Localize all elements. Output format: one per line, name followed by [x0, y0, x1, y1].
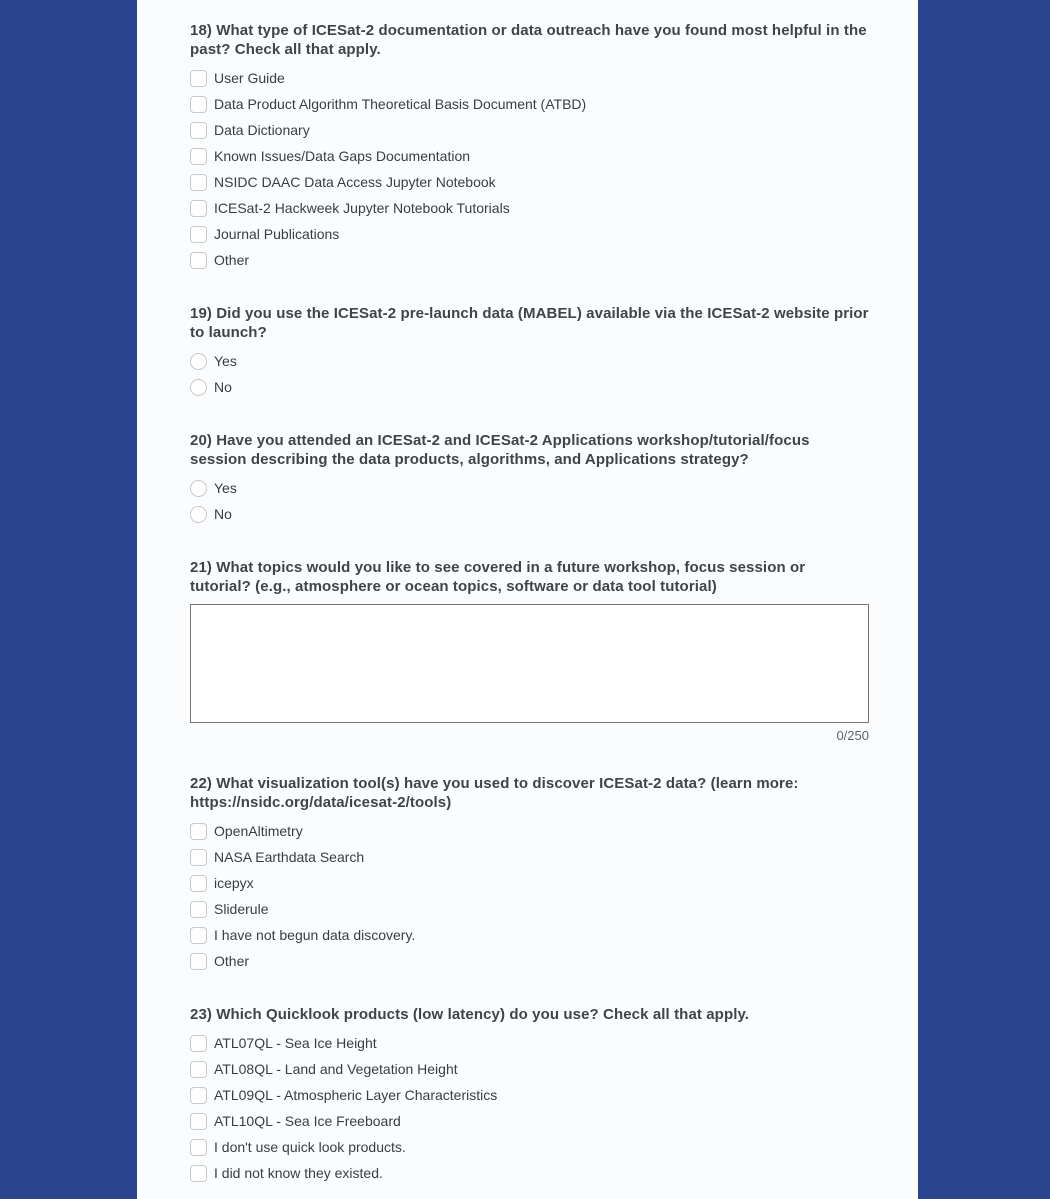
- option-label: Other: [214, 952, 250, 969]
- option-label: I did not know they existed.: [214, 1164, 383, 1181]
- checkbox-option-row[interactable]: [190, 91, 869, 117]
- option-label: I have not begun data discovery.: [214, 926, 416, 943]
- question-title-q21: 21) What topics would you like to see covered in a future workshop, focus session or tutorial? (e.g., atmosphere or ocean topics, software or data tool tutorial): [190, 559, 806, 595]
- checkbox-icon[interactable]: [190, 927, 207, 944]
- question-block-q22: [190, 774, 869, 974]
- option-label: ATL09QL - Atmospheric Layer Characteristics: [214, 1086, 498, 1103]
- radio-icon[interactable]: [190, 506, 207, 523]
- checkbox-option-row[interactable]: [190, 818, 869, 844]
- checkbox-icon[interactable]: [190, 96, 207, 113]
- question-title-q20: 20) Have you attended an ICESat-2 and ICESat-2 Applications workshop/tutorial/focus session describing the data products, algorithms, and Applications strategy?: [190, 432, 810, 468]
- checkbox-option-row[interactable]: [190, 1108, 869, 1134]
- checkbox-icon[interactable]: [190, 953, 207, 970]
- radio-option-row[interactable]: [190, 501, 869, 527]
- option-label: User Guide: [214, 69, 285, 86]
- option-label: Data Dictionary: [214, 121, 310, 138]
- checkbox-option-row[interactable]: [190, 195, 869, 221]
- option-label: NSIDC DAAC Data Access Jupyter Notebook: [214, 173, 496, 190]
- survey-panel: [137, 0, 918, 1199]
- option-label: Yes: [214, 352, 237, 369]
- radio-option-row[interactable]: [190, 475, 869, 501]
- checkbox-option-row[interactable]: [190, 221, 869, 247]
- checkbox-icon[interactable]: [190, 901, 207, 918]
- checkbox-icon[interactable]: [190, 1139, 207, 1156]
- checkbox-option-row[interactable]: [190, 1134, 869, 1160]
- checkbox-icon[interactable]: [190, 1087, 207, 1104]
- checkbox-icon[interactable]: [190, 70, 207, 87]
- option-label: NASA Earthdata Search: [214, 848, 365, 865]
- option-label: ATL07QL - Sea Ice Height: [214, 1034, 377, 1051]
- option-label: ATL10QL - Sea Ice Freeboard: [214, 1112, 401, 1129]
- option-label: I don't use quick look products.: [214, 1138, 406, 1155]
- checkbox-icon[interactable]: [190, 1061, 207, 1078]
- option-label: Sliderule: [214, 900, 269, 917]
- question-title-q18: 18) What type of ICESat-2 documentation or data outreach have you found most helpful in the past? Check all that apply.: [190, 22, 867, 58]
- question-block-q18: [190, 21, 869, 273]
- checkbox-icon[interactable]: [190, 174, 207, 191]
- checkbox-icon[interactable]: [190, 849, 207, 866]
- checkbox-option-row[interactable]: [190, 1056, 869, 1082]
- checkbox-option-row[interactable]: [190, 948, 869, 974]
- checkbox-option-row[interactable]: [190, 1160, 869, 1186]
- checkbox-icon[interactable]: [190, 148, 207, 165]
- checkbox-icon[interactable]: [190, 122, 207, 139]
- checkbox-icon[interactable]: [190, 875, 207, 892]
- radio-icon[interactable]: [190, 480, 207, 497]
- checkbox-icon[interactable]: [190, 1165, 207, 1182]
- option-label: No: [214, 378, 232, 395]
- option-label: Data Product Algorithm Theoretical Basis Document (ATBD): [214, 95, 587, 112]
- question-title-q23: 23) Which Quicklook products (low latency) do you use? Check all that apply.: [190, 1006, 750, 1023]
- topics-textarea[interactable]: [190, 604, 869, 723]
- checkbox-option-row[interactable]: [190, 922, 869, 948]
- question-block-q20: [190, 431, 869, 527]
- question-block-q19: [190, 304, 869, 400]
- option-label: Yes: [214, 479, 237, 496]
- question-list: [190, 21, 869, 1186]
- checkbox-option-row[interactable]: [190, 143, 869, 169]
- checkbox-option-row[interactable]: [190, 247, 869, 273]
- option-label: Other: [214, 251, 250, 268]
- checkbox-option-row[interactable]: [190, 896, 869, 922]
- radio-option-row[interactable]: [190, 348, 869, 374]
- radio-icon[interactable]: [190, 353, 207, 370]
- option-label: OpenAltimetry: [214, 822, 303, 839]
- checkbox-icon[interactable]: [190, 200, 207, 217]
- radio-icon[interactable]: [190, 379, 207, 396]
- checkbox-icon[interactable]: [190, 252, 207, 269]
- question-title-q22: 22) What visualization tool(s) have you used to discover ICESat-2 data? (learn more: https://nsidc.org/data/icesat-2/tools): [190, 775, 799, 811]
- char-counter: 0/250: [836, 728, 869, 743]
- checkbox-option-row[interactable]: [190, 1030, 869, 1056]
- option-label: Journal Publications: [214, 225, 340, 242]
- question-block-q23: [190, 1005, 869, 1186]
- option-label: No: [214, 505, 232, 522]
- option-label: ATL08QL - Land and Vegetation Height: [214, 1060, 458, 1077]
- checkbox-option-row[interactable]: [190, 65, 869, 91]
- checkbox-option-row[interactable]: [190, 844, 869, 870]
- checkbox-icon[interactable]: [190, 1035, 207, 1052]
- checkbox-option-row[interactable]: [190, 117, 869, 143]
- option-label: Known Issues/Data Gaps Documentation: [214, 147, 471, 164]
- option-label: ICESat-2 Hackweek Jupyter Notebook Tutorials: [214, 199, 510, 216]
- checkbox-option-row[interactable]: [190, 1082, 869, 1108]
- checkbox-option-row[interactable]: [190, 870, 869, 896]
- checkbox-option-row[interactable]: [190, 169, 869, 195]
- question-block-q21: [190, 558, 869, 743]
- checkbox-icon[interactable]: [190, 823, 207, 840]
- checkbox-icon[interactable]: [190, 226, 207, 243]
- question-title-q19: 19) Did you use the ICESat-2 pre-launch data (MABEL) available via the ICESat-2 website prior to launch?: [190, 305, 869, 341]
- radio-option-row[interactable]: [190, 374, 869, 400]
- checkbox-icon[interactable]: [190, 1113, 207, 1130]
- option-label: icepyx: [214, 874, 254, 891]
